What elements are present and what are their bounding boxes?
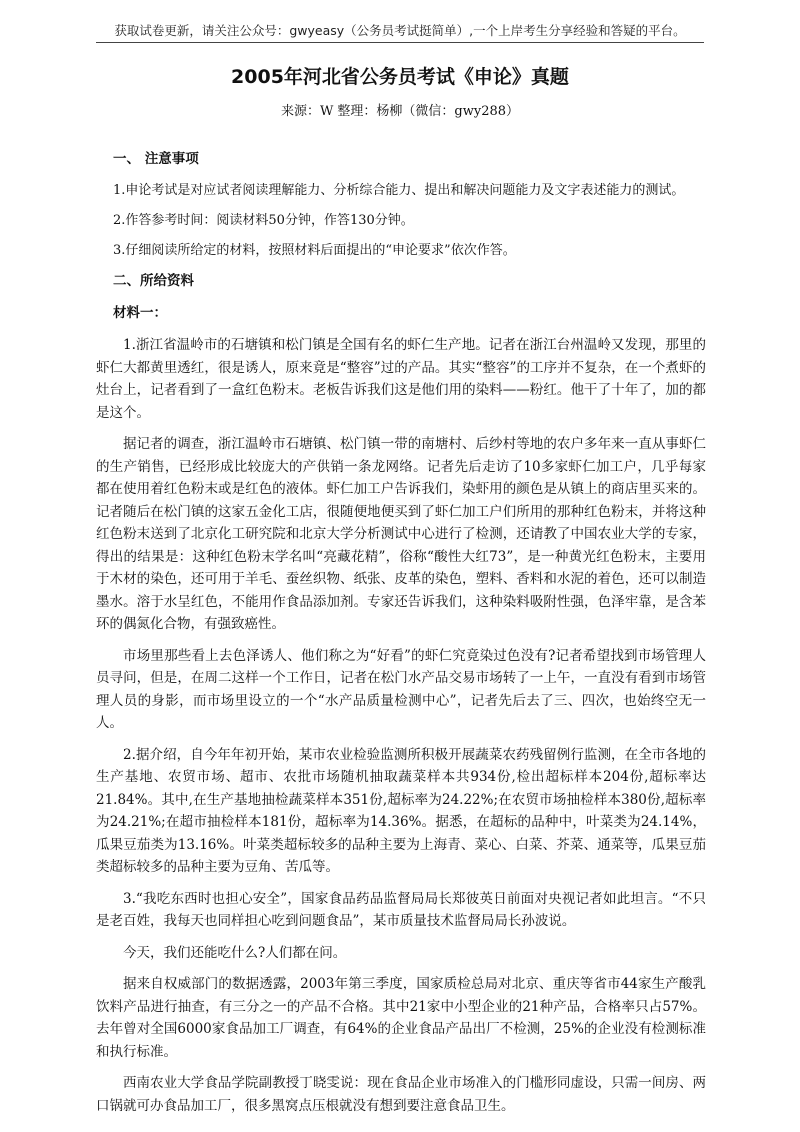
document-body: [96, 150, 706, 1126]
paragraph: 据记者的调查，浙江温岭市石塘镇、松门镇一带的南塘村、后纱村等地的农户多年来一直从事虾仁的生产销售，已经形成比较庞大的产供销一条龙网络。记者先后走访了10多家虾仁加工户，几乎每家都在使用着红色粉末或是红色的液体。虾仁加工户告诉我们，染虾用的颜色是从镇上的商店里买来的。记者随后在松门镇的这家五金化工店，很随便地便买到了虾仁加工户们所用的那种红色粉末，并将这种红色粉末送到了北京化工研究院和北京大学分析测试中心进行了检测，还请教了中国农业大学的专家，得出的结果是：这种红色粉末学名叫“亮藏花精”，俗称“酸性大红73”，是一种黄光红色粉末，主要用于木材的染色，还可用于羊毛、蚕丝织物、纸张、皮革的染色，塑料、香料和水泥的着色，还可以制造墨水。溶于水呈红色，不能用作食品添加剂。专家还告诉我们，这种染料吸附性强，色泽牢靠，是含苯环的偶氮化合物，有强致癌性。: [96, 436, 706, 632]
note-item: 2.作答参考时间：阅读材料50分钟，作答130分钟。: [113, 213, 414, 228]
material-label: 材料一：: [113, 305, 167, 321]
paragraph: 市场里那些看上去色泽诱人、他们称之为“好看”的虾仁究竟染过色没有?记者希望找到市场管理人员寻问，但是，在周二这样一个工作日，记者在松门水产品交易市场转了一上午，一直没有看到市场管理人员的身影，而市场里设立的一个“水产品质量检测中心”，记者先后去了三、四次，也始终空无一人。: [96, 647, 706, 731]
header-divider: [96, 42, 704, 43]
note-item: 1.申论考试是对应试者阅读理解能力、分析综合能力、提出和解决问题能力及文字表述能力的测试。: [113, 183, 685, 198]
section-heading-notes: 一、 注意事项: [113, 151, 199, 167]
paragraph: 今天，我们还能吃什么?人们都在问。: [123, 944, 347, 961]
paragraph: 3.“我吃东西时也担心安全”，国家食品药品监督局局长郑彼英日前面对央视记者如此坦言。“不只是老百姓，我每天也同样担心吃到问题食品”，某市质量技术监督局局长孙波说。: [96, 890, 706, 929]
page-header-banner: 获取试卷更新，请关注公众号：gwyeasy（公务员考试挺简单）,一个上岸考生分享经验和答疑的平台。: [114, 23, 686, 38]
paragraph: 1.浙江省温岭市的石塘镇和松门镇是全国有名的虾仁生产地。记者在浙江台州温岭又发现，那里的虾仁大都黄里透红，很是诱人，原来竟是“整容”过的产品。其实“整容”的工序并不复杂，在一个煮虾的灶台上，记者看到了一盒红色粉末。老板告诉我们这是他们用的染料——粉红。他干了十年了，加的都是这个。: [96, 337, 706, 421]
source-line: 来源：W 整理：杨柳（微信：gwy288）: [280, 104, 520, 119]
paragraph: 2.据介绍，自今年年初开始，某市农业检验监测所积极开展蔬菜农药残留例行监测，在全市各地的生产基地、农贸市场、超市、农批市场随机抽取蔬菜样本共934份,检出超标样本204份,超标率达21.84%。其中,在生产基地抽检蔬菜样本351份,超标率为24.22%;在农贸市场抽检样本380份,超标率为24.21%;在超市抽检样本181份，超标率为14.36%。据悉，在超标的品种中，叶菜类为24.14%，瓜果豆茄类为13.16%。叶菜类超标较多的品种主要为上海青、菜心、白菜、芥菜、通菜等，瓜果豆茄类超标较多的品种主要为豆角、苦瓜等。: [96, 746, 706, 875]
note-item: 3.仔细阅读所给定的材料，按照材料后面提出的“申论要求”依次作答。: [113, 243, 516, 258]
section-heading-materials: 二、所给资料: [113, 273, 194, 289]
paragraph: 西南农业大学食品学院副教授丁晓雯说：现在食品企业市场准入的门槛形同虚设，只需一间房、两口锅就可办食品加工厂，很多黑窝点压根就没有想到要注意食品卫生。: [96, 1075, 706, 1114]
paragraph: 据来自权威部门的数据透露，2003年第三季度，国家质检总局对北京、重庆等省市44家生产酸乳饮料产品进行抽查，有三分之一的产品不合格。其中21家中小型企业的21种产品，合格率只占57%。去年曾对全国6000家食品加工厂调查，有64%的企业食品产品出厂不检测，25%的企业没有检测标准和执行标准。: [96, 976, 706, 1060]
document-title: 2005年河北省公务员考试《申论》真题: [231, 66, 569, 88]
